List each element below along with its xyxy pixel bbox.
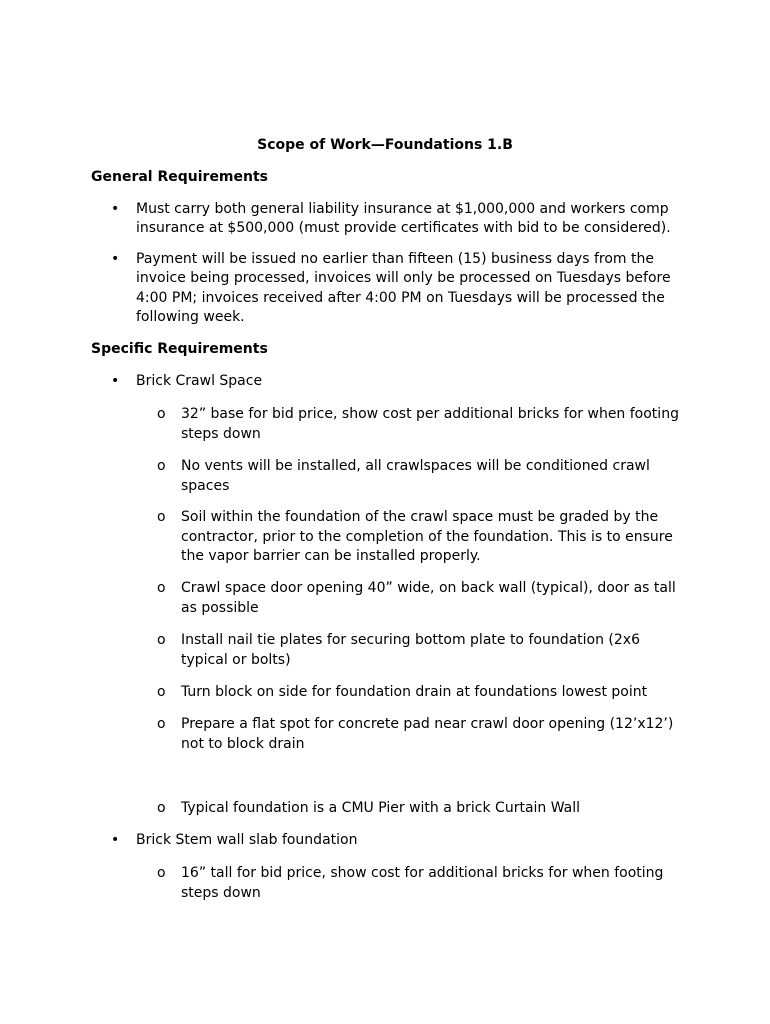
list-item: [91, 250, 681, 327]
sub-list-item: [157, 508, 682, 567]
bullet-icon: •: [111, 373, 120, 389]
sub-bullet-icon: o: [157, 406, 166, 422]
bullet-icon: •: [111, 251, 120, 267]
sub-bullet-icon: o: [157, 800, 166, 816]
sub-bullet-icon: o: [157, 716, 166, 732]
list-item-text: Must carry both general liability insurance at $1,000,000 and workers comp insurance at $500,000 (must provide certificates with bid to be considered).: [136, 201, 671, 237]
sub-list-item: [157, 714, 682, 754]
sub-list-item-text: Prepare a flat spot for concrete pad near crawl door opening (12’x12’) not to block drain: [181, 716, 674, 752]
list-item: [91, 372, 681, 391]
sub-list-item: [157, 682, 682, 702]
sub-list-item: [157, 578, 682, 618]
sub-list-item-text: Crawl space door opening 40” wide, on back wall (typical), door as tall as possible: [181, 580, 676, 616]
sub-list-item-text: Turn block on side for foundation drain at foundations lowest point: [181, 684, 648, 700]
bullet-icon: •: [111, 832, 120, 848]
sub-list-item-text: 32” base for bid price, show cost per additional bricks for when footing steps down: [181, 406, 679, 442]
sub-list-item-text: Typical foundation is a CMU Pier with a brick Curtain Wall: [181, 800, 581, 816]
sub-list-item: [157, 798, 682, 818]
sub-list-item-text: Install nail tie plates for securing bottom plate to foundation (2x6 typical or bolts): [181, 632, 640, 668]
sub-bullet-icon: o: [157, 458, 166, 474]
brick-crawl-space-label: Brick Crawl Space: [136, 373, 263, 389]
list-item-text: Payment will be issued no earlier than fifteen (15) business days from the invoice being processed, invoices will only be processed on Tuesdays before 4:00 PM; invoices received after 4:00 PM on Tuesdays will be processed the following week.: [136, 251, 671, 325]
sub-list-item: [157, 456, 682, 496]
sub-bullet-icon: o: [157, 632, 166, 648]
sub-list-item: [157, 630, 682, 670]
brick-stem-wall-label: Brick Stem wall slab foundation: [136, 832, 358, 848]
sub-bullet-icon: o: [157, 509, 166, 525]
sub-list-item-text: Soil within the foundation of the crawl space must be graded by the contractor, prior to the completion of the foundation. This is to ensure the vapor barrier can be installed properly.: [181, 509, 673, 564]
list-item: [91, 200, 681, 239]
sub-bullet-icon: o: [157, 684, 166, 700]
specific-requirements-heading: Specific Requirements: [91, 341, 268, 357]
sub-list-item-text: No vents will be installed, all crawlspaces will be conditioned crawl spaces: [181, 458, 650, 494]
list-item: [91, 831, 681, 850]
sub-list-item: [157, 863, 682, 903]
document-title: Scope of Work—Foundations 1.B: [257, 137, 513, 153]
general-requirements-heading: General Requirements: [91, 169, 269, 185]
sub-bullet-icon: o: [157, 865, 166, 881]
sub-list-item: [157, 404, 682, 444]
sub-bullet-icon: o: [157, 580, 166, 596]
sub-list-item-text: 16” tall for bid price, show cost for additional bricks for when footing steps down: [181, 865, 664, 901]
bullet-icon: •: [111, 201, 120, 217]
